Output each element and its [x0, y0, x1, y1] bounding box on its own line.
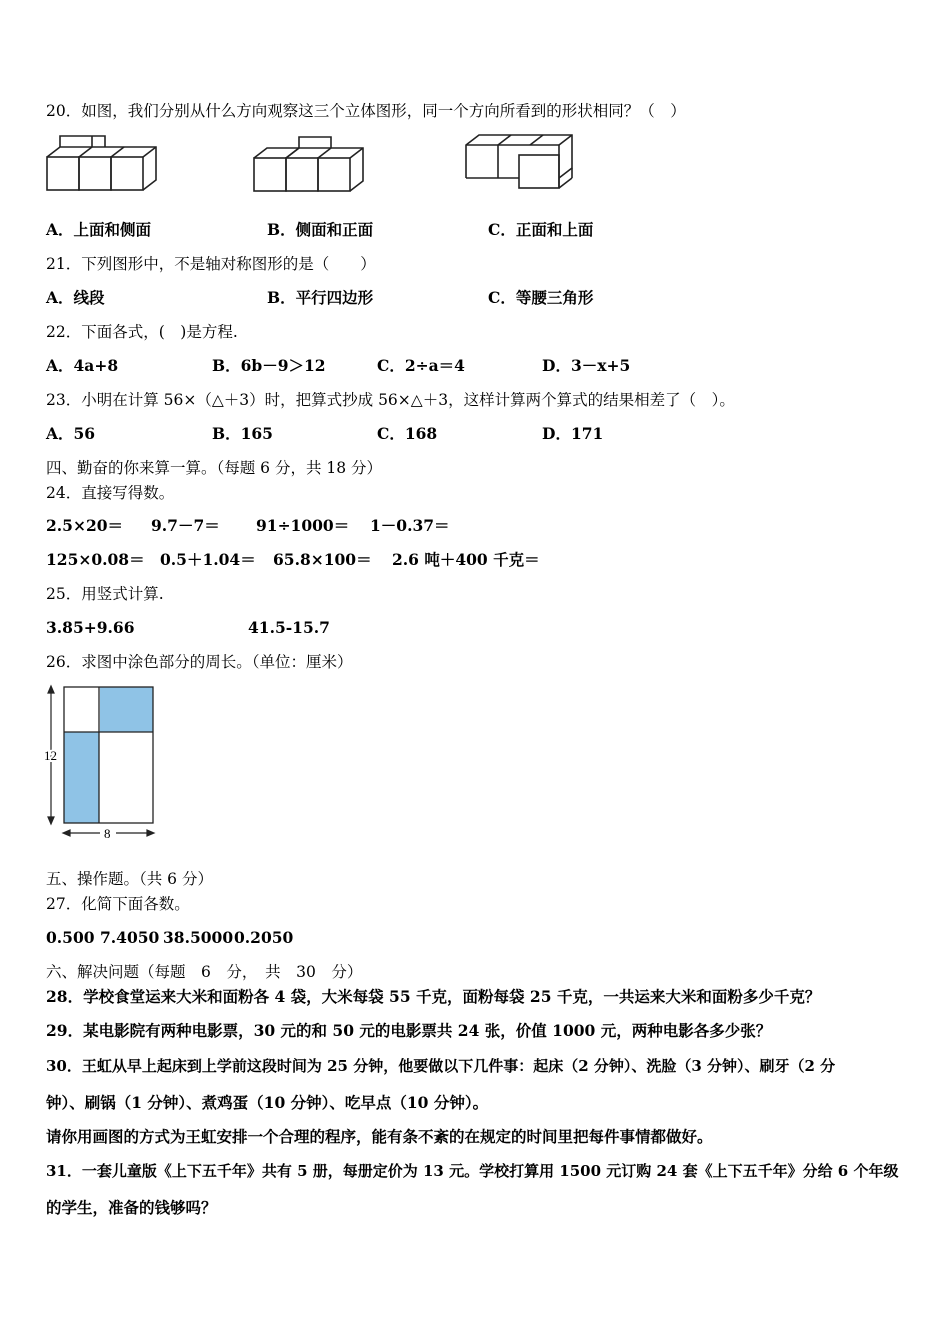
shaded-rect-top: [100, 687, 153, 732]
q22-option-b: B．6b－9＞12: [212, 356, 326, 375]
q30-line-2: 钟）、刷锅（1 分钟）、煮鸡蛋（10 分钟）、吃早点（10 分钟）。: [46, 1093, 489, 1112]
q27-item: 0.500: [46, 928, 95, 947]
q24-item: 2.6 吨＋400 千克＝: [392, 550, 540, 569]
q25-stem: 25．用竖式计算.: [46, 585, 164, 603]
q23-option-d: D．171: [542, 424, 604, 443]
q23-stem: 23．小明在计算 56×（△＋3）时，把算式抄成 56×△＋3，这样计算两个算式的结果相差了（ ）。: [46, 391, 735, 409]
q20-option-a: A．上面和侧面: [46, 220, 152, 239]
q20-option-c: C．正面和上面: [488, 220, 594, 239]
q30-line-3: 请你用画图的方式为王虹安排一个合理的程序，能有条不紊的在规定的时间里把每件事情都做好。: [46, 1127, 713, 1146]
q27-item: 38.5000: [163, 928, 234, 947]
q21-option-c: C．等腰三角形: [488, 288, 594, 307]
perimeter-figure: [42, 682, 162, 842]
q24-item: 2.5×20＝: [46, 516, 124, 535]
q25-item: 41.5-15.7: [248, 618, 330, 637]
q24-item: 91÷1000＝: [256, 516, 350, 535]
shaded-rect-left: [64, 732, 99, 823]
q24-item: 125×0.08＝: [46, 550, 145, 569]
q23-option-c: C．168: [377, 424, 438, 443]
q26-stem: 26．求图中涂色部分的周长。（单位：厘米）: [46, 653, 353, 671]
section-4-title: 四、勤奋的你来算一算。（每题 6 分，共 18 分）: [46, 459, 383, 477]
cube-figure-1: [44, 132, 159, 194]
q27-stem: 27．化简下面各数。: [46, 895, 190, 913]
section-6-title: 六、解决问题（每题 6 分， 共 30 分）: [46, 963, 363, 981]
q27-item: 7.4050: [100, 928, 160, 947]
q20-option-b: B．侧面和正面: [267, 220, 374, 239]
q22-option-c: C．2÷a＝4: [377, 356, 465, 375]
q24-item: 1－0.37＝: [370, 516, 450, 535]
q23-option-a: A．56: [46, 424, 96, 443]
q23-option-b: B．165: [212, 424, 273, 443]
q22-option-a: A．4a+8: [46, 356, 119, 375]
q24-item: 9.7－7＝: [151, 516, 220, 535]
cube-figure-2: [251, 133, 366, 195]
q31-line-2: 的学生，准备的钱够吗？: [46, 1198, 217, 1217]
q22-option-d: D．3－x+5: [542, 356, 631, 375]
q24-item: 0.5＋1.04＝: [160, 550, 256, 569]
q21-option-b: B．平行四边形: [267, 288, 374, 307]
cube-figure-3: [463, 128, 583, 194]
q29-stem: 29．某电影院有两种电影票，30 元的和 50 元的电影票共 24 张，价值 1000 元，两种电影各多少张？: [46, 1021, 772, 1040]
q22-stem: 22．下面各式，( )是方程.: [46, 323, 238, 341]
q25-item: 3.85+9.66: [46, 618, 135, 637]
height-label: 12: [44, 748, 57, 763]
q28-stem: 28．学校食堂运来大米和面粉各 4 袋，大米每袋 55 千克，面粉每袋 25 千克，一共运来大米和面粉多少千克？: [46, 987, 821, 1006]
q27-item: 0.2050: [234, 928, 294, 947]
q21-stem: 21．下列图形中，不是轴对称图形的是（ ）: [46, 255, 376, 273]
q30-line-1: 30．王虹从早上起床到上学前这段时间为 25 分钟，他要做以下几件事：起床（2 分钟）、洗脸（3 分钟）、刷牙（2 分: [46, 1057, 836, 1075]
q31-line-1: 31．一套儿童版《上下五千年》共有 5 册，每册定价为 13 元。学校打算用 1500 元订购 24 套《上下五千年》分给 6 个年级: [46, 1162, 899, 1180]
width-label: 8: [104, 826, 111, 841]
q24-stem: 24．直接写得数。: [46, 484, 175, 502]
q21-option-a: A．线段: [46, 288, 105, 307]
q24-item: 65.8×100＝: [273, 550, 372, 569]
section-5-title: 五、操作题。（共 6 分）: [46, 870, 213, 888]
q20-stem: 20．如图，我们分别从什么方向观察这三个立体图形，同一个方向所看到的形状相同？（ ）: [46, 102, 686, 120]
